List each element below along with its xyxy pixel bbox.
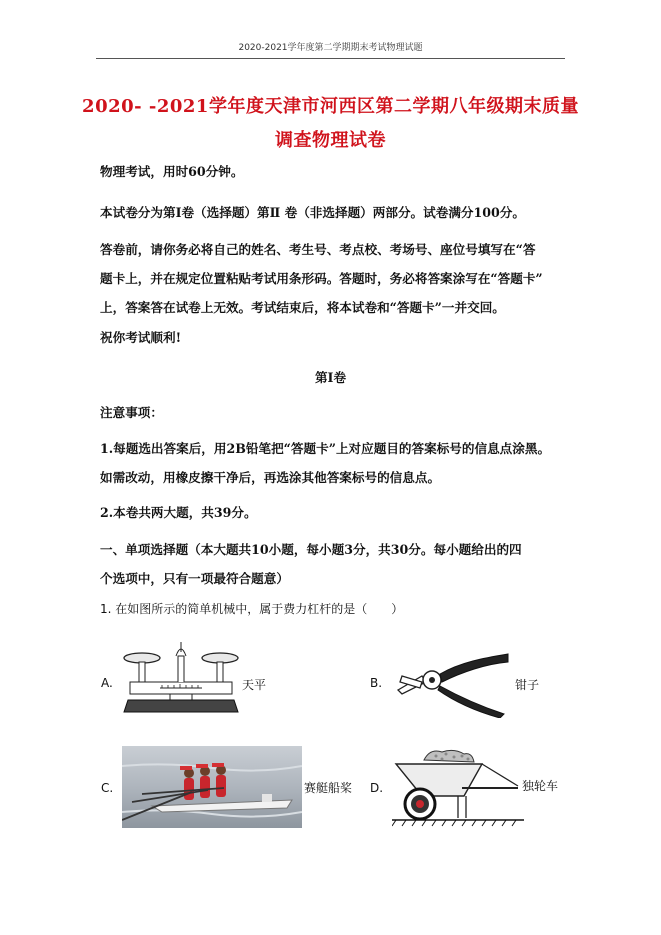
exam-time: 物理考试，用时60分钟。: [100, 164, 244, 179]
rowing-photo: [122, 746, 302, 828]
option-c-label: 赛艇船桨: [304, 781, 353, 795]
exam-title: [60, 90, 601, 158]
section-1-heading: [100, 535, 561, 593]
instructions-line: 题卡上，并在规定位置粘贴考试用条形码。答题时，务必将答案涂写在“答题卡”: [100, 271, 543, 286]
title-line-2: 调查物理试卷: [275, 130, 386, 151]
notice-item-2: 2.本卷共两大题，共39分。: [100, 505, 257, 520]
exam-structure: 本试卷分为第I卷（选择题）第Ⅱ 卷（非选择题）两部分。试卷满分100分。: [100, 205, 525, 220]
instructions: [100, 235, 561, 322]
header-rule: [96, 58, 565, 59]
good-luck: 祝你考试顺利!: [100, 330, 182, 345]
option-c-letter: C.: [101, 781, 114, 795]
title-line-1: 2020- -2021学年度天津市河西区第二学期八年级期末质量: [82, 96, 579, 117]
notice-heading: 注意事项：: [100, 405, 163, 420]
option-b-letter: B.: [370, 676, 383, 690]
section-heading-line: 一、单项选择题（本大题共10小题，每小题3分，共30分。每小题给出的四: [100, 542, 522, 557]
wheelbarrow-icon: [392, 748, 524, 830]
notice-item-line: 如需改动，用橡皮擦干净后，再选涂其他答案标号的信息点。: [100, 470, 441, 485]
balance-scale-icon: [120, 638, 245, 718]
option-a-label: 天平: [242, 678, 267, 692]
pliers-icon: [396, 650, 511, 718]
option-d-label: 独轮车: [522, 779, 559, 793]
notice-item-1: [100, 434, 561, 492]
running-header: 2020-2021学年度第二学期期末考试物理试题: [238, 43, 423, 53]
instructions-line: 上，答案答在试卷上无效。考试结束后，将本试卷和“答题卡”一并交回。: [100, 300, 505, 315]
option-a-letter: A.: [101, 676, 113, 690]
question-1-stem: 1. 在如图所示的简单机械中，属于费力杠杆的是（ ）: [100, 602, 404, 616]
option-d-letter: D.: [370, 781, 384, 795]
section-heading-line: 个选项中，只有一项最符合题意）: [100, 571, 289, 586]
option-b-label: 钳子: [515, 678, 540, 692]
instructions-line: 答卷前，请你务必将自己的姓名、考生号、考点校、考场号、座位号填写在“答: [100, 242, 536, 257]
notice-item-line: 1.每题选出答案后，用2B铅笔把“答题卡”上对应题目的答案标号的信息点涂黑。: [100, 441, 551, 456]
volume-title: 第I卷: [314, 370, 347, 385]
